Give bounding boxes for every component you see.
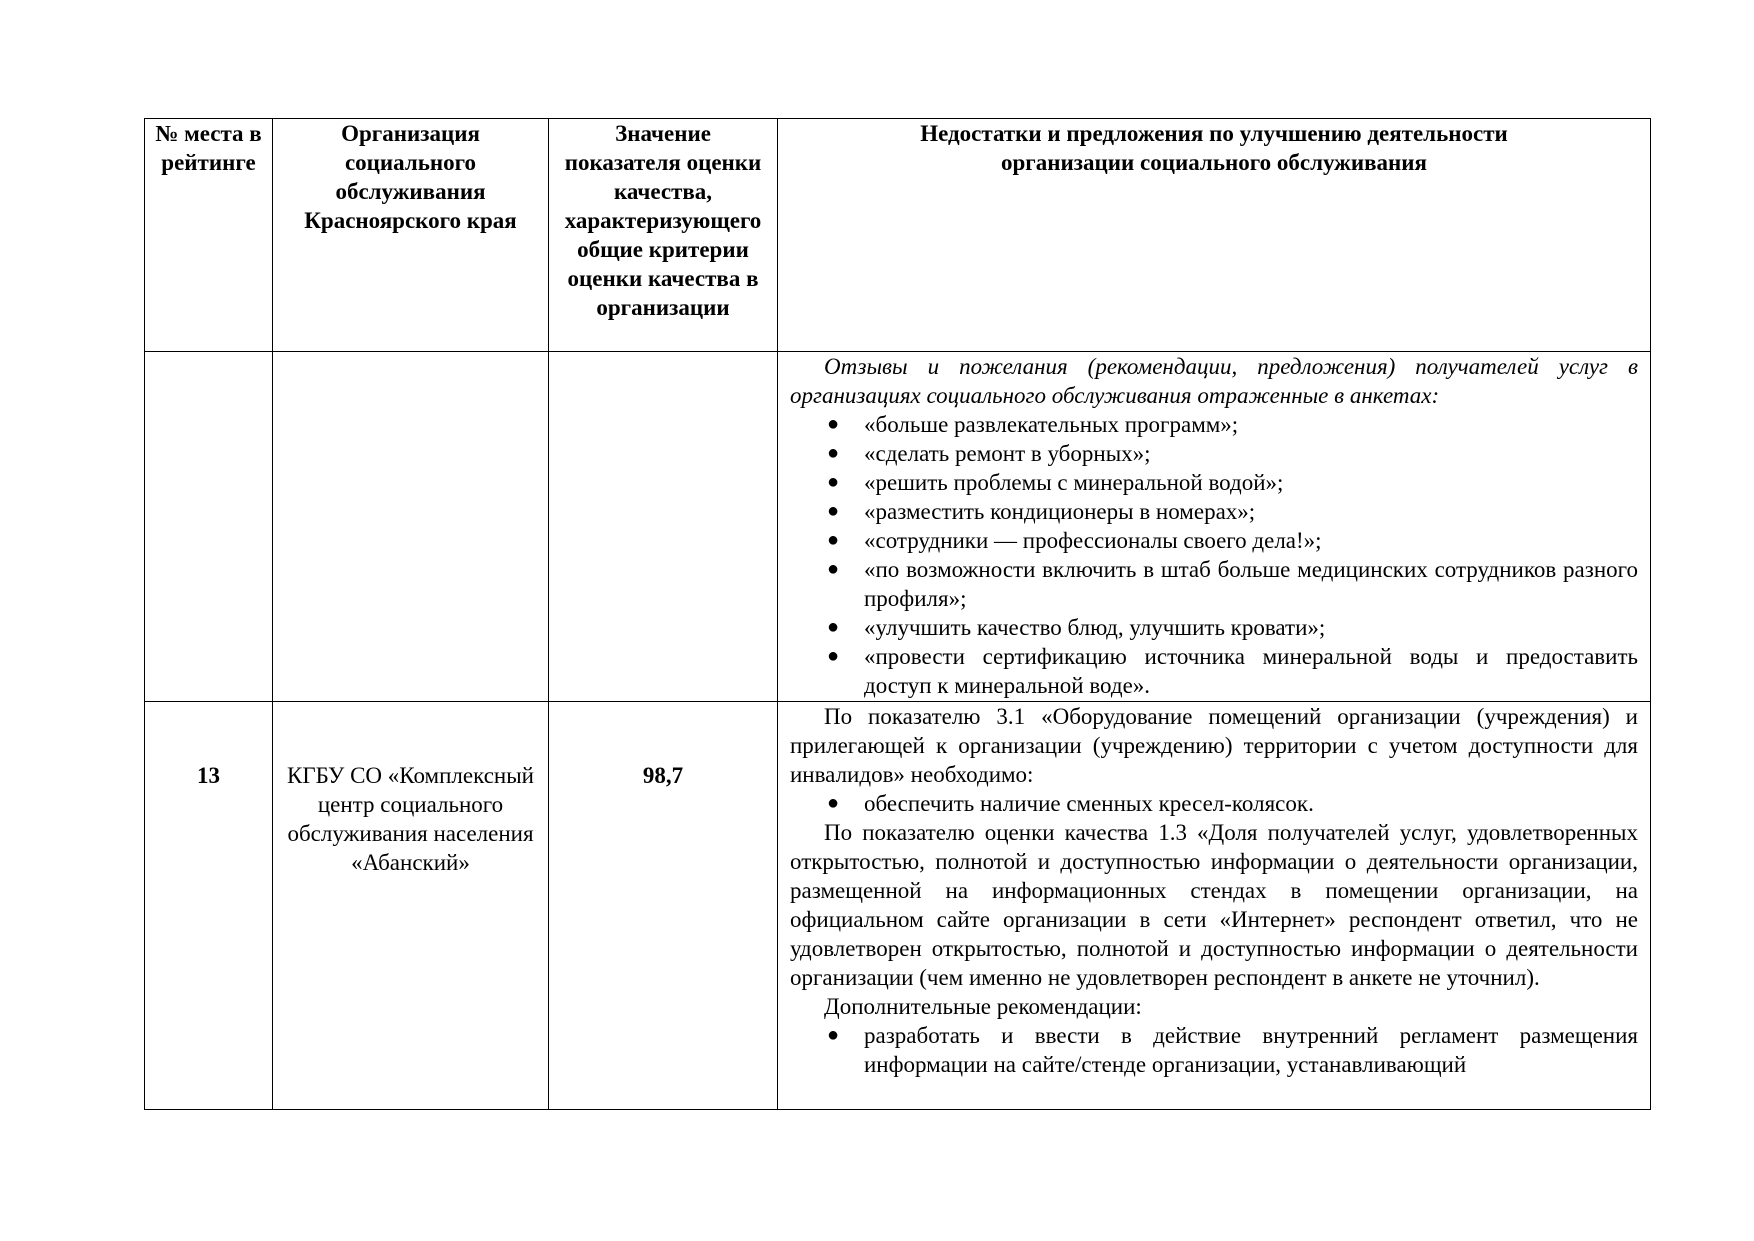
- bullet-icon: ●: [826, 645, 840, 667]
- cell-organization: [273, 352, 549, 702]
- bullet-icon: ●: [826, 500, 840, 522]
- list-item: [790, 789, 1638, 818]
- header-shortcomings-text: Недостатки и предложения по улучшению деятельности организации социального обслуживания: [920, 121, 1508, 175]
- bullet-icon: ●: [826, 471, 840, 493]
- list-item: [790, 613, 1638, 642]
- header-place-text: № места в рейтинге: [155, 121, 262, 175]
- header-organization: [273, 119, 549, 352]
- list-item-text: разработать и ввести в действие внутренний регламент размещения информации на сайте/стенде организации, устанавливающий: [864, 1023, 1638, 1077]
- cell-place: [145, 352, 273, 702]
- indicator-3-1-list: [790, 789, 1638, 818]
- cell-place: [145, 702, 273, 1110]
- list-item: [790, 468, 1638, 497]
- list-item: [790, 439, 1638, 468]
- bullet-icon: ●: [826, 413, 840, 435]
- header-shortcomings: [778, 119, 1651, 352]
- indicator-1-3-paragraph: По показателю оценки качества 1.3 «Доля получателей услуг, удовлетворенных открытостью, полнотой и доступностью информации о деятельности организации, размещенной на информационных стендах в помещении организации, на официальном сайте организации в сети «Интернет» респондент ответил, что не удовлетворен открытостью, полнотой и доступностью информации о деятельности организации (чем именно не удовлетворен респондент в анкете не уточнил).: [790, 820, 1638, 990]
- cell-value: [549, 352, 778, 702]
- table-header-row: [145, 119, 1651, 352]
- cell-shortcomings: [778, 702, 1651, 1110]
- table-row: [145, 352, 1651, 702]
- list-item: [790, 410, 1638, 439]
- list-item: [790, 526, 1638, 555]
- additional-recommendations-list: [790, 1021, 1638, 1079]
- feedback-list: [790, 410, 1638, 700]
- list-item-text: «больше развлекательных программ»;: [864, 412, 1239, 437]
- bullet-icon: ●: [826, 616, 840, 638]
- table-row: [145, 702, 1651, 1110]
- header-value: [549, 119, 778, 352]
- header-place: [145, 119, 273, 352]
- list-item: [790, 555, 1638, 613]
- list-item: [790, 642, 1638, 700]
- indicator-3-1-paragraph: По показателю 3.1 «Оборудование помещений организации (учреждения) и прилегающей к организации (учреждению) территории с учетом доступности для инвалидов» необходимо:: [790, 704, 1638, 787]
- bullet-icon: ●: [826, 442, 840, 464]
- list-item-text: «сделать ремонт в уборных»;: [864, 441, 1151, 466]
- list-item-text: обеспечить наличие сменных кресел-колясок.: [864, 791, 1314, 816]
- list-item-text: «решить проблемы с минеральной водой»;: [864, 470, 1284, 495]
- list-item-text: «разместить кондиционеры в номерах»;: [864, 499, 1256, 524]
- header-organization-text: Организация социального обслуживания Красноярского края: [304, 121, 517, 233]
- list-item-text: «провести сертификацию источника минеральной воды и предоставить доступ к минеральной воде».: [864, 644, 1638, 698]
- header-value-text: Значение показателя оценки качества, характеризующего общие критерии оценки качества в организации: [564, 121, 762, 320]
- rating-table: [144, 118, 1651, 1110]
- bullet-icon: ●: [826, 1024, 840, 1046]
- place-number: 13: [197, 763, 220, 788]
- bullet-icon: ●: [826, 529, 840, 551]
- feedback-intro: Отзывы и пожелания (рекомендации, предложения) получателей услуг в организациях социального обслуживания отраженные в анкетах:: [790, 354, 1638, 408]
- cell-value: [549, 702, 778, 1110]
- bullet-icon: ●: [826, 558, 840, 580]
- list-item: [790, 497, 1638, 526]
- list-item: [790, 1021, 1638, 1079]
- organization-name: КГБУ СО «Комплексный центр социального обслуживания населения «Абанский»: [287, 763, 534, 875]
- list-item-text: «улучшить качество блюд, улучшить кровати»;: [864, 615, 1326, 640]
- cell-organization: [273, 702, 549, 1110]
- list-item-text: «по возможности включить в штаб больше медицинских сотрудников разного профиля»;: [864, 557, 1638, 611]
- cell-shortcomings: [778, 352, 1651, 702]
- quality-value: 98,7: [642, 763, 684, 788]
- bullet-icon: ●: [826, 792, 840, 814]
- list-item-text: «сотрудники — профессионалы своего дела!»;: [864, 528, 1322, 553]
- additional-recommendations-heading: Дополнительные рекомендации:: [824, 994, 1142, 1019]
